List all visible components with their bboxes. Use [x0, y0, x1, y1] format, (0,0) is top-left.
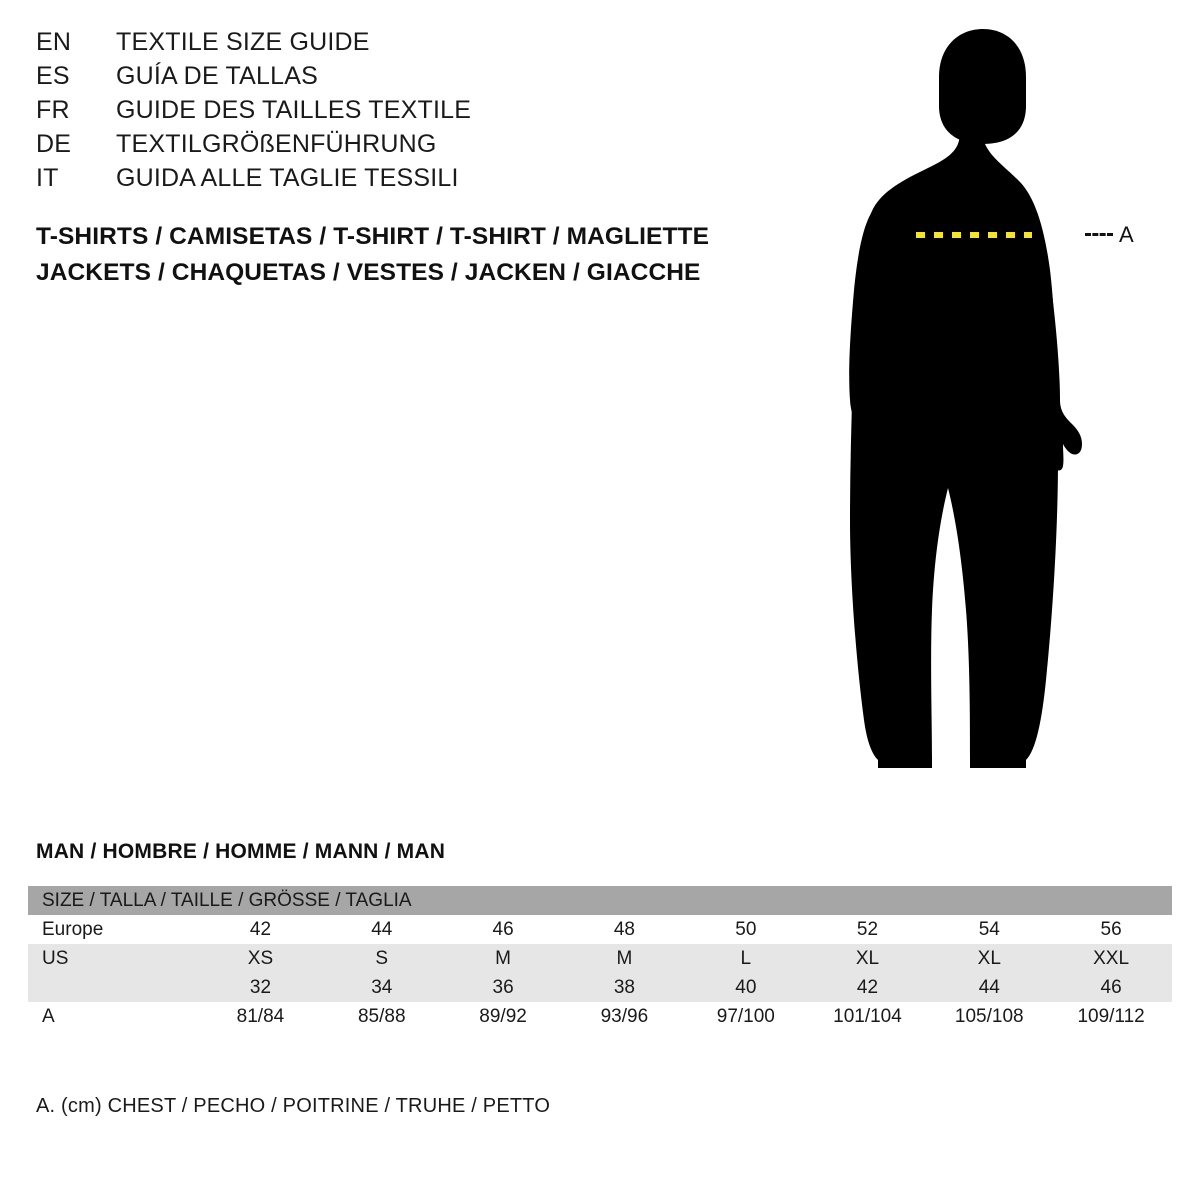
table-header-row — [28, 886, 1172, 915]
cell: 50 — [685, 915, 807, 944]
table-row — [28, 1002, 1172, 1031]
table-row — [28, 973, 1172, 1002]
cell: M — [442, 944, 563, 973]
language-row — [36, 130, 756, 164]
table-footnote: A. (cm) CHEST / PECHO / POITRINE / TRUHE / PETTO — [36, 1095, 551, 1117]
language-row — [36, 164, 756, 198]
cell: XS — [200, 944, 321, 973]
cell: XL — [928, 944, 1050, 973]
table-header-label: SIZE / TALLA / TAILLE / GRÖSSE / TAGLIA — [28, 886, 1172, 915]
row-label: A — [28, 1002, 200, 1031]
language-row — [36, 96, 756, 130]
cell: XXL — [1050, 944, 1172, 973]
language-code: ES — [36, 62, 70, 90]
cell: 36 — [442, 973, 563, 1002]
cell: L — [685, 944, 807, 973]
row-label: Europe — [28, 915, 200, 944]
measure-leader-line — [1085, 233, 1113, 236]
cell: S — [321, 944, 442, 973]
cell: 44 — [321, 915, 442, 944]
male-silhouette-figure — [820, 20, 1180, 780]
cell: 40 — [685, 973, 807, 1002]
category-list — [36, 219, 836, 291]
language-code: IT — [36, 164, 59, 192]
cell: 97/100 — [685, 1002, 807, 1031]
cell: 48 — [564, 915, 685, 944]
cell: 85/88 — [321, 1002, 442, 1031]
cell: 38 — [564, 973, 685, 1002]
cell: 93/96 — [564, 1002, 685, 1031]
language-title: TEXTILE SIZE GUIDE — [116, 28, 370, 56]
category-tshirts: T-SHIRTS / CAMISETAS / T-SHIRT / T-SHIRT / MAGLIETTE — [36, 223, 710, 250]
cell: 46 — [1050, 973, 1172, 1002]
row-label: US — [28, 944, 200, 973]
language-row — [36, 28, 756, 62]
size-table — [28, 886, 1172, 1031]
cell: 34 — [321, 973, 442, 1002]
category-jackets: JACKETS / CHAQUETAS / VESTES / JACKEN / GIACCHE — [36, 259, 701, 286]
language-title: GUIDA ALLE TAGLIE TESSILI — [116, 164, 459, 192]
language-code: DE — [36, 130, 72, 158]
cell: 42 — [200, 915, 321, 944]
table-row — [28, 915, 1172, 944]
language-code: FR — [36, 96, 70, 124]
table-section-title: MAN / HOMBRE / HOMME / MANN / MAN — [36, 840, 446, 863]
cell: 101/104 — [807, 1002, 929, 1031]
cell: 44 — [928, 973, 1050, 1002]
row-label — [28, 973, 200, 1002]
language-row — [36, 62, 756, 96]
cell: M — [564, 944, 685, 973]
language-title: TEXTILGRÖßENFÜHRUNG — [116, 130, 437, 158]
cell: 32 — [200, 973, 321, 1002]
cell: 89/92 — [442, 1002, 563, 1031]
cell: 52 — [807, 915, 929, 944]
cell: 56 — [1050, 915, 1172, 944]
silhouette-body — [849, 29, 1082, 768]
cell: 42 — [807, 973, 929, 1002]
table-row — [28, 944, 1172, 973]
cell: 105/108 — [928, 1002, 1050, 1031]
language-list — [36, 28, 756, 198]
cell: XL — [807, 944, 929, 973]
language-code: EN — [36, 28, 72, 56]
cell: 81/84 — [200, 1002, 321, 1031]
cell: 54 — [928, 915, 1050, 944]
measure-label-a: A — [1119, 222, 1134, 247]
language-title: GUÍA DE TALLAS — [116, 62, 318, 90]
language-title: GUIDE DES TAILLES TEXTILE — [116, 96, 472, 124]
cell: 109/112 — [1050, 1002, 1172, 1031]
cell: 46 — [442, 915, 563, 944]
